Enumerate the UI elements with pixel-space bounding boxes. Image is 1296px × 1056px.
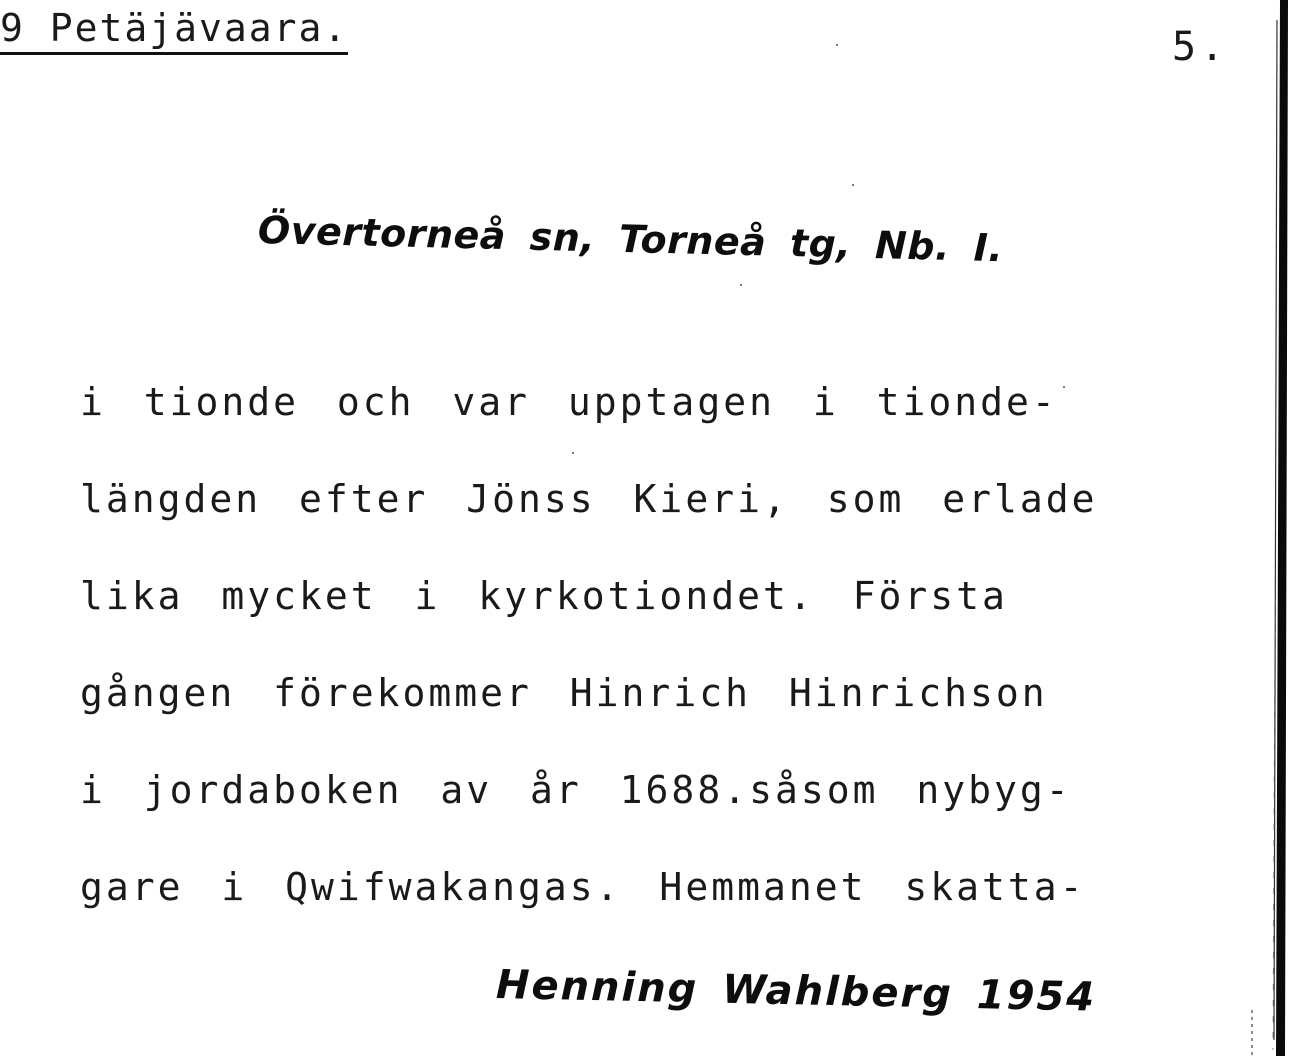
scan-edge-shadow [1247, 0, 1293, 1056]
page-number: 5. [1172, 24, 1229, 70]
body-line: lika mycket i kyrkotiondet. Första [80, 574, 1008, 618]
body-text [80, 372, 1240, 954]
scan-speck [1063, 386, 1065, 388]
parish-stamp: Övertorneå sn, Torneå tg, Nb. I. [257, 208, 1004, 271]
author-stamp: Henning Wahlberg 1954 [495, 962, 1097, 1021]
body-line: i tionde och var upptagen i tionde- [80, 380, 1058, 424]
body-line: gare i Qwifwakangas. Hemmanet skatta- [80, 865, 1086, 909]
body-line: längden efter Jönss Kieri, som erlade [80, 477, 1098, 521]
scan-speck [740, 284, 742, 286]
scan-speck [836, 44, 838, 46]
page-heading: 9 Petäjävaara. [0, 6, 348, 55]
scan-speck [572, 452, 574, 454]
body-line: gången förekommer Hinrich Hinrichson [80, 671, 1048, 715]
scan-speck [852, 184, 854, 186]
body-line: i jordaboken av år 1688.såsom nybyg- [80, 768, 1072, 812]
